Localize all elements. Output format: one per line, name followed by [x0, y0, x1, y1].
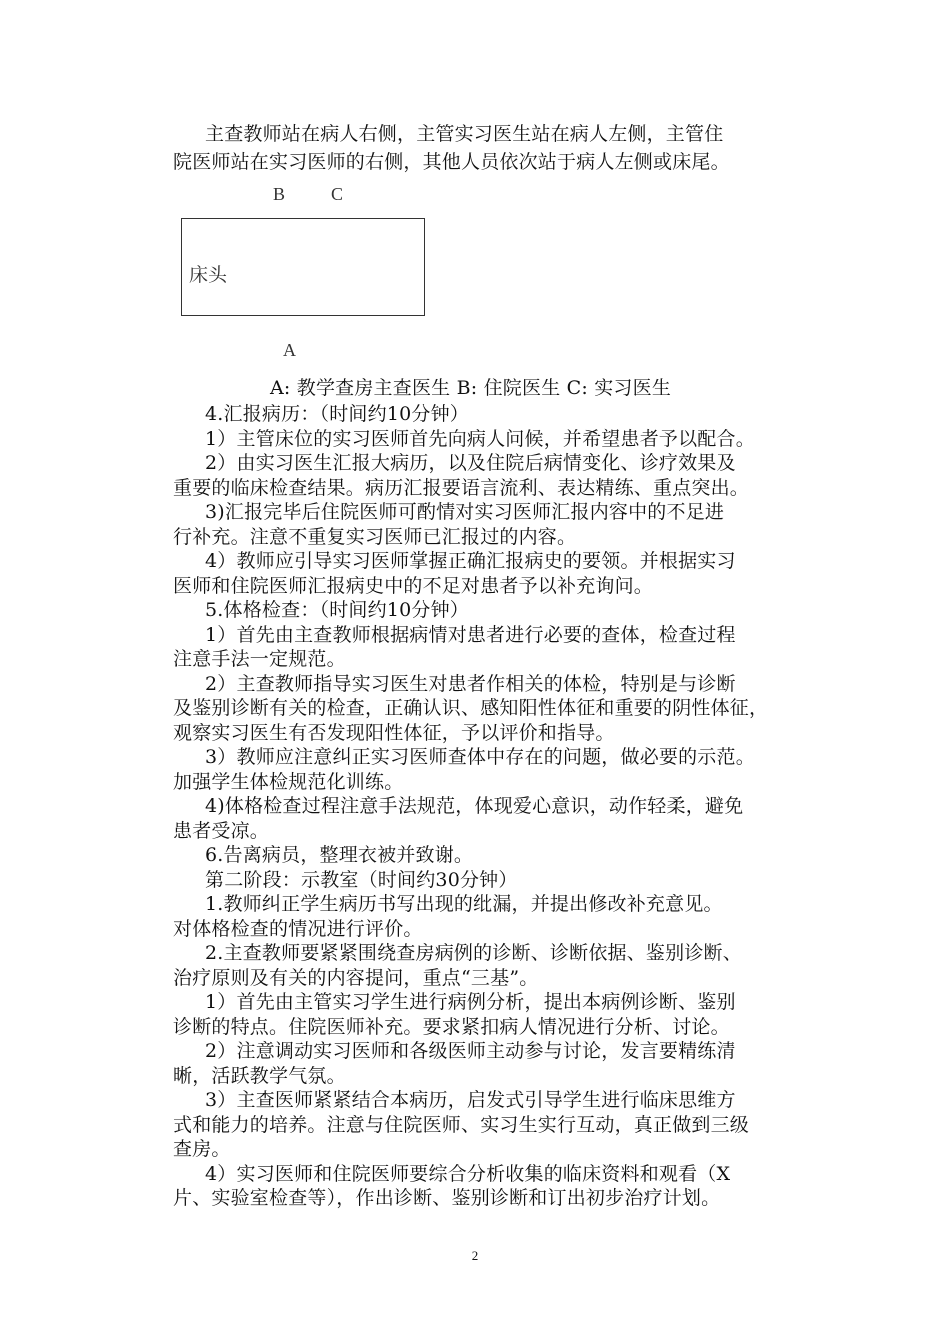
- paragraph-line: 行补充。注意不重复实习医师已汇报过的内容。: [173, 526, 577, 548]
- paragraph-line: 4)体格检查过程注意手法规范，体现爱心意识，动作轻柔，避免: [205, 795, 744, 817]
- paragraph-line: 院医师站在实习医师的右侧，其他人员依次站于病人左侧或床尾。: [173, 151, 730, 173]
- paragraph-line: 对体格检查的情况进行评价。: [173, 918, 423, 940]
- paragraph-line: 治疗原则及有关的内容提问，重点“三基”。: [173, 967, 539, 989]
- diagram-caption: A: 教学查房主查医生 B: 住院医生 C: 实习医生: [270, 377, 672, 399]
- paragraph-line: 式和能力的培养。注意与住院医师、实习生实行互动，真正做到三级: [173, 1114, 750, 1136]
- bed-head-label: 床头: [189, 264, 228, 286]
- paragraph-line: 1）首先由主管实习学生进行病例分析，提出本病例诊断、鉴别: [205, 991, 736, 1013]
- section-heading: 4.汇报病历：（时间约10分钟）: [205, 403, 470, 425]
- paragraph-line: 注意手法一定规范。: [173, 648, 346, 670]
- paragraph-line: 医师和住院医师汇报病史中的不足对患者予以补充询问。: [173, 575, 654, 597]
- paragraph-line: 1）首先由主查教师根据病情对患者进行必要的查体，检查过程: [205, 624, 736, 646]
- paragraph-line: 4）实习医师和住院医师要综合分析收集的临床资料和观看（X: [205, 1163, 731, 1185]
- paragraph-line: 患者受凉。: [173, 820, 270, 842]
- paragraph-line: 片、实验室检查等），作出诊断、鉴别诊断和订出初步治疗计划。: [173, 1187, 721, 1209]
- paragraph-line: 观察实习医生有否发现阳性体征，予以评价和指导。: [173, 722, 615, 744]
- paragraph-line: 2）主查教师指导实习医生对患者作相关的体检，特别是与诊断: [205, 673, 736, 695]
- paragraph-line: 1）主管床位的实习医师首先向病人问候，并希望患者予以配合。: [205, 428, 755, 450]
- section-heading: 5.体格检查：（时间约10分钟）: [205, 599, 470, 621]
- paragraph-line: 主查教师站在病人右侧，主管实习医生站在病人左侧，主管住: [205, 123, 724, 145]
- paragraph-line: 2.主查教师要紧紧围绕查房病例的诊断、诊断依据、鉴别诊断、: [205, 942, 742, 964]
- paragraph-line: 3）主查医师紧紧结合本病历，启发式引导学生进行临床思维方: [205, 1089, 736, 1111]
- page-number: 2: [471, 1248, 479, 1263]
- paragraph-line: 2）由实习医生汇报大病历，以及住院后病情变化、诊疗效果及: [205, 452, 736, 474]
- paragraph-line: 3)汇报完毕后住院医师可酌情对实习医师汇报内容中的不足进: [205, 501, 725, 523]
- position-label-a: A: [283, 340, 296, 360]
- paragraph-line: 3）教师应注意纠正实习医师查体中存在的问题，做必要的示范。: [205, 746, 755, 768]
- position-label-b: B: [273, 184, 286, 204]
- paragraph-line: 2）注意调动实习医师和各级医师主动参与讨论，发言要精练清: [205, 1040, 736, 1062]
- section-heading: 第二阶段：示教室（时间约30分钟）: [205, 869, 518, 891]
- paragraph-line: 4）教师应引导实习医师掌握正确汇报病史的要领。并根据实习: [205, 550, 736, 572]
- paragraph-line: 重要的临床检查结果。病历汇报要语言流利、表达精练、重点突出。: [173, 477, 750, 499]
- position-label-c: C: [331, 184, 344, 204]
- paragraph-line: 诊断的特点。住院医师补充。要求紧扣病人情况进行分析、讨论。: [173, 1016, 730, 1038]
- paragraph-line: 加强学生体检规范化训练。: [173, 771, 404, 793]
- section-heading: 6.告离病员，整理衣被并致谢。: [205, 844, 474, 866]
- paragraph-line: 查房。: [173, 1138, 231, 1160]
- paragraph-line: 1.教师纠正学生病历书写出现的纰漏，并提出修改补充意见。: [205, 893, 723, 915]
- paragraph-line: 及鉴别诊断有关的检查，正确认识、感知阳性体征和重要的阴性体征，: [173, 697, 769, 719]
- paragraph-line: 晰，活跃教学气氛。: [173, 1065, 346, 1087]
- bed-position-diagram: [175, 184, 445, 370]
